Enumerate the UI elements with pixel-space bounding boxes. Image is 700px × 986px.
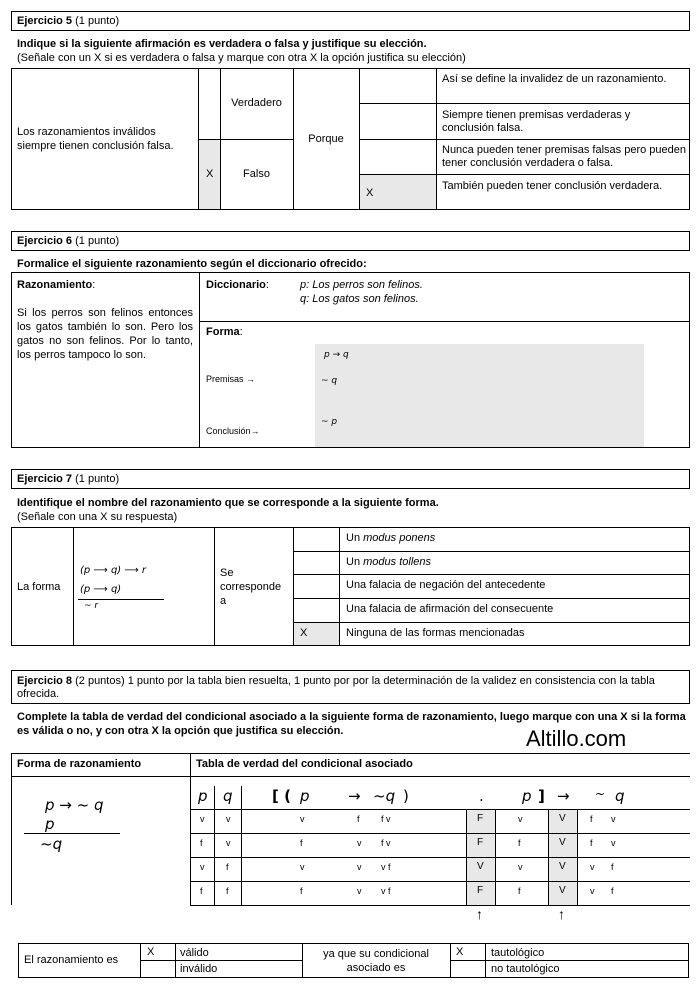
truth-table-cell: V	[559, 885, 566, 896]
ex6-dict-p: p: Los perros son felinos.	[300, 279, 423, 291]
truth-table-cell: v	[300, 862, 305, 872]
truth-table-cell: f v	[381, 838, 391, 848]
truth-table-cell: v f	[381, 862, 391, 872]
ex6-razonamiento-label: Razonamiento:	[17, 279, 96, 291]
ex5-mark-reason: X	[366, 187, 374, 199]
truth-table-cell: v	[590, 886, 595, 896]
ex5-reason-2: Siempre tienen premisas verdaderas y conclusión falsa.	[442, 109, 631, 134]
ex8-instruction: Complete la tabla de verdad del condicional asociado a la siguiente forma de razonamiento, luego marque con una X si la forma es válida o no, y con otra X la opción que justifica su elección.	[17, 711, 686, 737]
ex8-tautologico: tautológico	[491, 947, 545, 959]
truth-table-cell: v	[200, 814, 205, 824]
ex7-se-corresponde: Se corresponde a	[220, 567, 282, 607]
ex5-statement: Los razonamientos inválidos siempre tienen conclusión falsa.	[17, 126, 174, 152]
ex7-line-3: ~ r	[84, 601, 99, 611]
tt-head-tilde: ~	[595, 787, 606, 801]
ex5-note: (Señale con un X si es verdadera o falsa y marque con otra X la opción justifica su elección)	[17, 52, 466, 64]
ex6-premisas-label: Premisas →	[206, 374, 256, 384]
truth-table-cell: V	[559, 813, 566, 824]
ex8-result-label: El razonamiento es	[24, 954, 119, 966]
ex5-porque: Porque	[308, 133, 344, 145]
truth-table-cell: f	[590, 814, 593, 824]
ex6-conclusion: ~ p	[321, 417, 338, 427]
truth-table-cell: V	[477, 861, 484, 872]
ex7-line-2: (p ⟶ q)	[80, 584, 122, 595]
tt-head-arrow: →	[348, 787, 361, 805]
ex7-mark: X	[300, 627, 308, 639]
ex7-option-1: Un modus ponens	[346, 532, 436, 544]
arrow-up-icon: ↑	[476, 906, 483, 922]
truth-table-cell: v	[611, 814, 616, 824]
tt-head-close1: )	[403, 787, 409, 805]
tt-head-close2: ]	[538, 787, 545, 805]
ex7-option-5: Ninguna de las formas mencionadas	[346, 627, 525, 639]
ex6-title: Ejercicio 6 (1 punto)	[17, 235, 120, 247]
ex5-reason-4: También pueden tener conclusión verdadera.	[442, 180, 663, 192]
truth-table-cell: V	[559, 861, 566, 872]
ex6-instruction: Formalice el siguiente razonamiento según el diccionario ofrecido:	[17, 258, 367, 270]
truth-table-cell: f	[611, 886, 614, 896]
ex7-la-forma: La forma	[17, 581, 61, 593]
truth-table-cell: F	[477, 837, 484, 848]
tt-head-p2: p	[300, 787, 310, 805]
ex7-option-2: Un modus tollens	[346, 556, 431, 568]
ex8-no-tautologico: no tautológico	[491, 963, 560, 975]
tt-head-p: p	[198, 787, 208, 805]
truth-table-cell: f	[590, 838, 593, 848]
ex6-forma-label: Forma:	[206, 326, 243, 338]
truth-table-cell: v	[590, 862, 595, 872]
truth-table-cell: V	[559, 837, 566, 848]
truth-table-cell: v	[200, 862, 205, 872]
ex5-reason-1: Así se define la invalidez de un razonamiento.	[442, 73, 667, 85]
ex5-reason-3: Nunca pueden tener premisas falsas pero pueden tener conclusión verdadera o falsa.	[442, 144, 686, 169]
truth-table-cell: F	[477, 885, 484, 896]
ex5-mark-false: X	[206, 168, 214, 180]
arrow-up-icon: ↑	[558, 906, 565, 922]
ex7-option-3: Una falacia de negación del antecedente	[346, 579, 546, 591]
truth-table-cell: v	[518, 814, 523, 824]
ex6-premise-2: ~ q	[321, 376, 338, 386]
truth-table-cell: f	[518, 838, 521, 848]
truth-table-cell: v	[226, 814, 231, 824]
ex7-inference-line	[78, 599, 164, 600]
truth-table-cell: F	[477, 813, 484, 824]
truth-table-cell: f	[300, 886, 303, 896]
ex6-conclusion-label: Conclusión→	[206, 426, 260, 436]
ex6-razonamiento-text: Si los perros son felinos entonces los gatos también lo son. Pero los gatos no son felinos. Por lo tanto, los perros tampoco lo son.	[17, 307, 193, 361]
ex7-title: Ejercicio 7 (1 punto)	[17, 473, 120, 485]
tt-head-open: [ (	[272, 787, 291, 805]
truth-table-cell: f	[518, 886, 521, 896]
tt-head-dot: .	[479, 787, 484, 805]
tt-head-q: q	[223, 787, 233, 805]
truth-table-cell: f	[300, 838, 303, 848]
truth-table-cell: f	[200, 886, 203, 896]
tt-head-p3: p	[522, 787, 532, 805]
truth-table-cell: f	[226, 862, 229, 872]
ex6-premise-1: p → q	[324, 350, 349, 360]
ex8-form-line	[24, 833, 120, 834]
ex8-col-tabla: Tabla de verdad del condicional asociado	[196, 758, 413, 770]
ex6-dict-q: q: Los gatos son felinos.	[300, 293, 419, 305]
truth-table-cell: f	[226, 886, 229, 896]
tt-head-nq: ~q	[373, 787, 396, 805]
ex8-watermark: Altillo.com	[526, 726, 627, 751]
ex8-mark-valido: X	[147, 946, 155, 958]
ex6-diccionario-label: Diccionario:	[206, 279, 269, 291]
ex8-form-line-2: p	[45, 815, 55, 833]
truth-table-cell: v	[611, 838, 616, 848]
ex5-title: Ejercicio 5 (1 punto)	[17, 15, 120, 27]
truth-table-cell: v	[300, 814, 305, 824]
tt-head-q3: q	[615, 787, 625, 805]
tt-head-arrow2: →	[557, 787, 570, 805]
ex7-line-1: (p ⟶ q) ⟶ r	[80, 565, 146, 576]
ex8-form-line-3: ~q	[40, 835, 63, 853]
ex8-mark-tauto: X	[456, 946, 464, 958]
ex8-form-line-1: p → ~ q	[45, 796, 104, 814]
ex8-invalido: inválido	[180, 963, 218, 975]
ex7-option-4: Una falacia de afirmación del consecuente	[346, 603, 554, 615]
ex5-opt-true: Verdadero	[231, 97, 282, 109]
truth-table-cell: f	[611, 862, 614, 872]
truth-table-cell: v	[357, 886, 362, 896]
ex8-col-forma: Forma de razonamiento	[17, 758, 142, 770]
truth-table-cell: f	[357, 814, 360, 824]
ex8-valido: válido	[180, 947, 209, 959]
ex5-instruction: Indique si la siguiente afirmación es verdadera o falsa y justifique su elección.	[17, 38, 427, 50]
ex8-title: Ejercicio 8 (2 puntos) 1 punto por la tabla bien resuelta, 1 punto por por la determinación de la validez en consistencia con la tabla ofrecida.	[17, 675, 655, 700]
ex8-ya-que: ya que su condicional asociado es	[323, 948, 429, 974]
ex7-instruction: Identifique el nombre del razonamiento que se corresponde a la siguiente forma.	[17, 497, 439, 509]
truth-table-cell: v f	[381, 886, 391, 896]
truth-table-cell: v	[357, 838, 362, 848]
truth-table-cell: v	[357, 862, 362, 872]
truth-table-cell: f v	[381, 814, 391, 824]
ex7-note: (Señale con una X su respuesta)	[17, 511, 178, 523]
truth-table-cell: f	[200, 838, 203, 848]
truth-table-cell: v	[518, 862, 523, 872]
ex5-opt-false: Falso	[243, 168, 270, 180]
truth-table-cell: v	[226, 838, 231, 848]
